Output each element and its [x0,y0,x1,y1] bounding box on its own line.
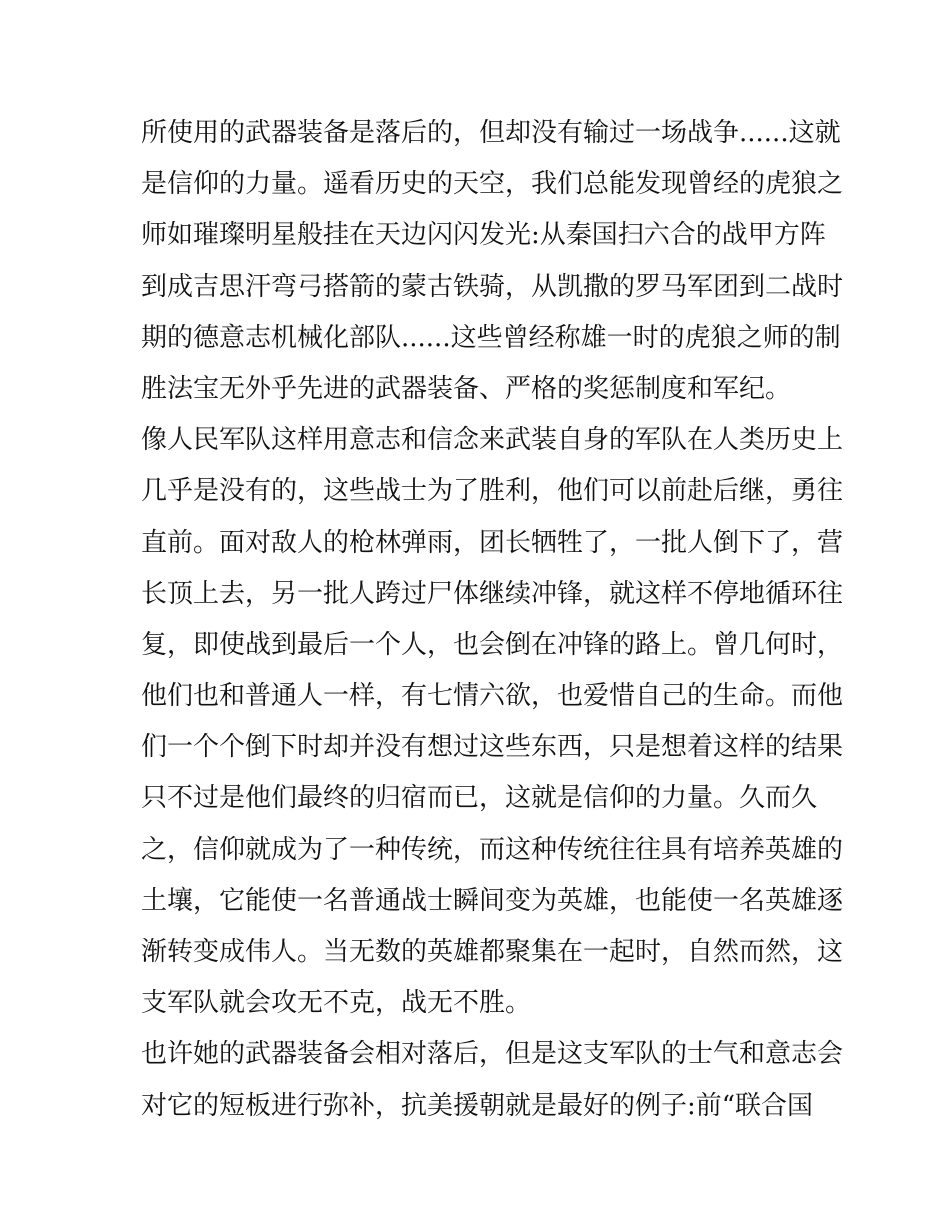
text-line: 们一个个倒下时却并没有想过这些东西，只是想着这样的结果 [141,732,844,763]
text-line: 对它的短板进行弥补，抗美援朝就是最好的例子:前“联合国 [141,1090,814,1121]
text-line: 土壤，它能使一名普通战士瞬间变为英雄，也能使一名英雄逐 [141,885,844,916]
text-line: 也许她的武器装备会相对落后，但是这支军队的士气和意志会 [141,1039,844,1070]
text-line: 到成吉思汗弯弓搭箭的蒙古铁骑，从凯撒的罗马军团到二战时 [141,271,844,302]
text-line: 只不过是他们最终的归宿而已，这就是信仰的力量。久而久 [141,783,818,814]
text-line: 几乎是没有的，这些战士为了胜利，他们可以前赴后继，勇往 [141,476,844,507]
text-line: 直前。面对敌人的枪林弹雨，团长牺牲了，一批人倒下了，营 [141,527,844,558]
text-line: 长顶上去，另一批人跨过尸体继续冲锋，就这样不停地循环往 [141,578,844,609]
text-line: 之，信仰就成为了一种传统，而这种传统往往具有培养英雄的 [141,834,844,865]
text-line: 师如璀璨明星般挂在天边闪闪发光:从秦国扫六合的战甲方阵 [141,220,826,251]
document-text-body [141,108,844,1132]
text-line: 胜法宝无外乎先进的武器装备、严格的奖惩制度和军纪。 [141,373,792,404]
text-line: 所使用的武器装备是落后的，但却没有输过一场战争......这就 [141,118,841,148]
text-line: 期的德意志机械化部队......这些曾经称雄一时的虎狼之师的制 [141,322,841,353]
text-line: 是信仰的力量。遥看历史的天空，我们总能发现曾经的虎狼之 [141,169,844,200]
text-line: 像人民军队这样用意志和信念来武装自身的军队在人类历史上 [141,425,844,456]
text-line: 他们也和普通人一样，有七情六欲，也爱惜自己的生命。而他 [141,681,844,712]
text-line: 渐转变成伟人。当无数的英雄都聚集在一起时，自然而然，这 [141,937,844,967]
text-line: 复，即使战到最后一个人，也会倒在冲锋的路上。曾几何时， [141,629,844,660]
text-line: 支军队就会攻无不克，战无不胜。 [141,988,532,1019]
